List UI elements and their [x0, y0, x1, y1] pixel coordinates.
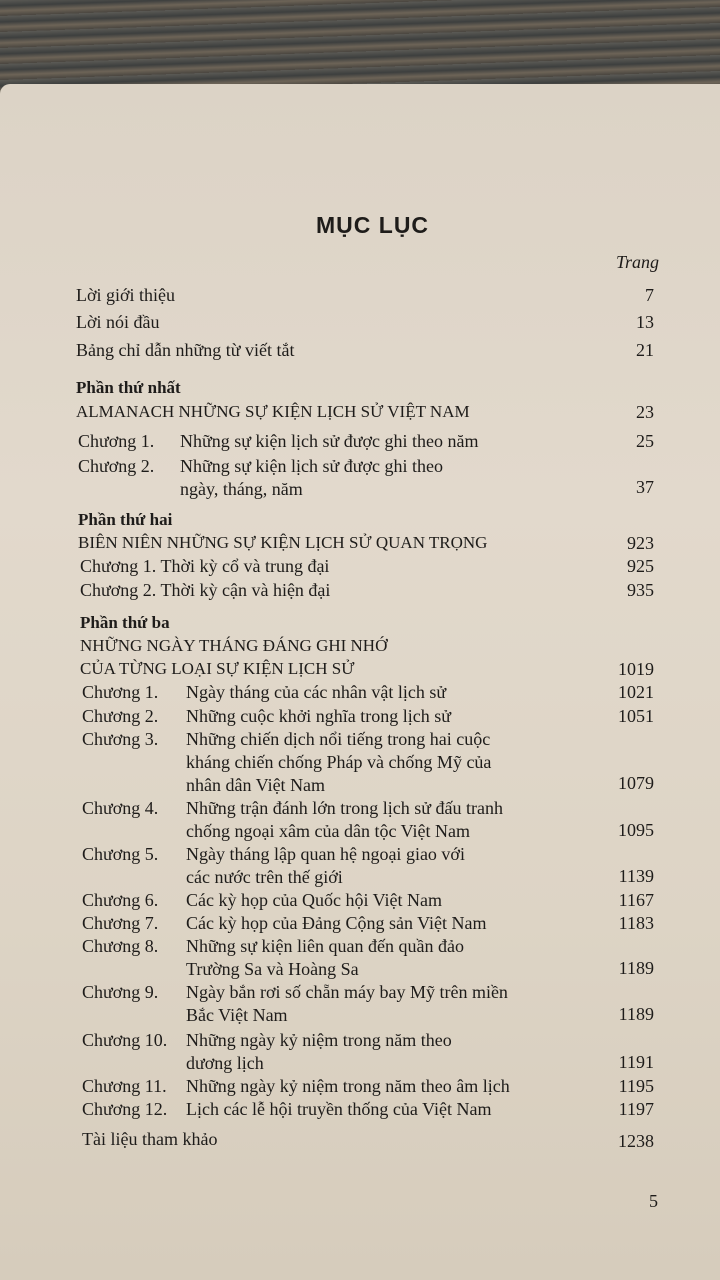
part3-chapter7-page: 1183 [618, 913, 654, 933]
part3-chapter7-num: Chương 7. [82, 913, 159, 933]
background-books [0, 0, 720, 90]
part3-chapter8-page: 1189 [618, 958, 654, 978]
part3-chapter1-page: 1021 [618, 682, 654, 702]
part3-chapter4-num: Chương 4. [82, 798, 159, 818]
part3-title-line2: CỦA TỪNG LOẠI SỰ KIỆN LỊCH SỬ [80, 659, 355, 678]
toc-entry-abbrev: Bảng chỉ dẫn những từ viết tắt [76, 340, 295, 360]
part1-heading: Phần thứ nhất [76, 378, 181, 397]
part3-chapter4-page: 1095 [618, 820, 654, 840]
page-title: MỤC LỤC [316, 212, 430, 238]
part3-chapter6-title: Các kỳ họp của Quốc hội Việt Nam [186, 890, 443, 910]
part3-chapter2-num: Chương 2. [82, 706, 159, 726]
part3-chapter8-title-line1: Những sự kiện liên quan đến quần đảo [186, 936, 464, 956]
part3-chapter12-page: 1197 [618, 1099, 654, 1119]
part1-title: ALMANACH NHỮNG SỰ KIỆN LỊCH SỬ VIỆT NAM [76, 402, 470, 421]
part3-chapter8-title-line2: Trường Sa và Hoàng Sa [186, 959, 359, 979]
part1-chapter1-num: Chương 1. [78, 431, 155, 451]
part3-chapter2-page: 1051 [618, 706, 654, 726]
part3-chapter5-num: Chương 5. [82, 844, 159, 864]
part3-page: 1019 [618, 659, 654, 679]
part3-chapter11-page: 1195 [618, 1076, 654, 1096]
part3-title-line1: NHỮNG NGÀY THÁNG ĐÁNG GHI NHỚ [80, 636, 388, 655]
part1-chapter2-page: 37 [636, 477, 654, 497]
part2-chapter1-page: 925 [627, 556, 654, 576]
part3-chapter4-title-line1: Những trận đánh lớn trong lịch sử đấu tranh [186, 798, 503, 818]
part3-chapter3-page: 1079 [618, 773, 654, 793]
part2-page: 923 [627, 533, 654, 553]
part3-chapter7-title: Các kỳ họp của Đảng Cộng sản Việt Nam [186, 913, 487, 933]
toc-entry-references: Tài liệu tham khảo [82, 1129, 218, 1149]
part1-page: 23 [636, 402, 654, 422]
part3-chapter6-num: Chương 6. [82, 890, 159, 910]
toc-page-abbrev: 21 [636, 340, 654, 360]
part3-chapter4-title-line2: chống ngoại xâm của dân tộc Việt Nam [186, 821, 471, 841]
part2-title: BIÊN NIÊN NHỮNG SỰ KIỆN LỊCH SỬ QUAN TRỌNG [78, 533, 488, 552]
part3-chapter8-num: Chương 8. [82, 936, 159, 956]
book-page [0, 84, 720, 1280]
toc-entry-preface: Lời nói đầu [76, 312, 160, 332]
part3-chapter3-title-line2: kháng chiến chống Pháp và chống Mỹ của [186, 752, 492, 772]
part3-chapter11-num: Chương 11. [82, 1076, 167, 1096]
part3-chapter9-page: 1189 [618, 1004, 654, 1024]
page-column-label: Trang [616, 252, 660, 272]
part2-heading: Phần thứ hai [78, 510, 173, 529]
part3-chapter2-title: Những cuộc khởi nghĩa trong lịch sử [186, 706, 451, 726]
part3-chapter9-num: Chương 9. [82, 982, 159, 1002]
part3-chapter1-title: Ngày tháng của các nhân vật lịch sử [186, 682, 447, 702]
toc-page-intro: 7 [645, 285, 654, 305]
part2-chapter2-page: 935 [627, 580, 654, 600]
part3-chapter10-title-line2: dương lịch [186, 1053, 264, 1073]
part1-chapter1-page: 25 [636, 431, 654, 451]
page-number: 5 [649, 1191, 658, 1211]
part2-chapter2: Chương 2. Thời kỳ cận và hiện đại [80, 580, 331, 600]
toc-page-preface: 13 [636, 312, 654, 332]
part3-chapter10-page: 1191 [618, 1052, 654, 1072]
part3-chapter12-num: Chương 12. [82, 1099, 168, 1119]
part3-chapter5-page: 1139 [618, 866, 654, 886]
part3-chapter3-title-line3: nhân dân Việt Nam [186, 775, 326, 795]
part3-chapter9-title-line1: Ngày bắn rơi số chẵn máy bay Mỹ trên miền [186, 982, 508, 1002]
part3-chapter10-title-line1: Những ngày kỷ niệm trong năm theo [186, 1030, 452, 1050]
part3-chapter3-num: Chương 3. [82, 729, 159, 749]
part1-chapter1-title: Những sự kiện lịch sử được ghi theo năm [180, 431, 479, 451]
part1-chapter2-title-line1: Những sự kiện lịch sử được ghi theo [180, 456, 444, 476]
part3-chapter6-page: 1167 [618, 890, 654, 910]
part3-chapter9-title-line2: Bắc Việt Nam [186, 1005, 288, 1025]
part3-chapter5-title-line1: Ngày tháng lập quan hệ ngoại giao với [186, 844, 465, 864]
part3-heading: Phần thứ ba [80, 613, 170, 632]
part1-chapter2-num: Chương 2. [78, 456, 155, 476]
part3-chapter5-title-line2: các nước trên thế giới [186, 867, 343, 887]
part3-chapter11-title: Những ngày kỷ niệm trong năm theo âm lịch [186, 1076, 510, 1096]
part2-chapter1: Chương 1. Thời kỳ cổ và trung đại [80, 556, 330, 576]
part1-chapter2-title-line2: ngày, tháng, năm [180, 479, 303, 499]
toc-page-references: 1238 [618, 1131, 654, 1151]
part3-chapter12-title: Lịch các lễ hội truyền thống của Việt Nam [186, 1099, 492, 1119]
part3-chapter3-title-line1: Những chiến dịch nổi tiếng trong hai cuộc [186, 729, 491, 749]
part3-chapter10-num: Chương 10. [82, 1030, 168, 1050]
toc-entry-intro: Lời giới thiệu [76, 285, 176, 305]
part3-chapter1-num: Chương 1. [82, 682, 159, 702]
